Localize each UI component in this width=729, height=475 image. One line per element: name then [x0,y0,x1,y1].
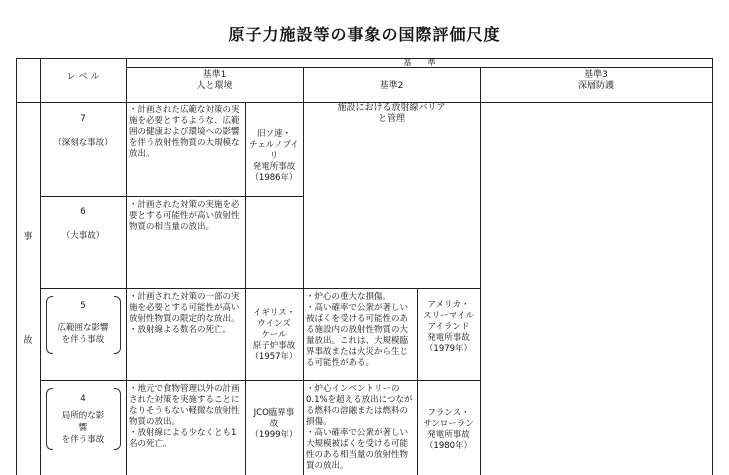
row-divider-6-5 [40,288,480,289]
level-4-criterion-2-example: フランス・ サンローラン 発電所事故 （1980年） [423,408,474,451]
row-divider-7-6 [40,196,303,197]
page-title: 原子力施設等の事象の国際評価尺度 [228,25,501,44]
level-column-divider [126,58,127,475]
level-7-criterion-1-text: ・計画された広範な対策の実施を必要とするような、広範囲の健康および環境への影響を伴う放射性物質の大規模な放出。 [129,105,240,159]
criteria-2-3-divider [480,67,481,475]
level-5-criterion-2-example: アメリカ・ スリーマイル アイランド 発電所事故 （1979年） [423,300,474,354]
table-left-border [16,58,17,475]
level-5-number: 5 [80,301,86,311]
table-right-border [712,58,713,475]
level-4-name: 局所的な影 響 を伴う事故 [61,411,105,445]
level-4-criterion-2-text: ・炉心インベントリーの0.1%を超える放出につながる燃料の溶融または燃料の損傷。 ・高い確率で公衆が著しい大規模被ばくを受ける可能性のある相当量の放射性物質の放出。 [306,384,413,471]
criterion-2-sub: 施設における放射線バリア と管理 [337,103,446,124]
row-divider-5-4 [40,380,480,381]
level-4-number: 4 [80,394,86,404]
criterion-2-name: 基準2 [379,81,404,91]
criteria-header: 基 準 [403,58,436,67]
side-label-ji: 事 [23,232,33,242]
level-5-name: 広範囲な影響 を伴う事故 [57,323,109,345]
level-5-criterion-1-example: イギリス・ ウインズ ケール 原子炉事故 （1957年） [250,308,298,362]
criterion-3-header [480,70,712,92]
criterion-2-header [303,70,480,136]
level-7-number: 7 [80,114,86,124]
level-7-example: 旧ソ連・ チェルノブイリ 発電所事故 （1986年） [249,129,299,183]
level-header: レ ベ ル [66,72,100,82]
criterion-1-sub: 人と環境 [196,81,233,91]
level-5-criterion-2-text: ・炉心の重大な損傷。 ・高い確率で公衆が著しい被ばくを受ける可能性のある施設内の放射性物質の大量放出。これは、大規模臨界事故または火災から生じる可能性がある。 [306,292,409,368]
header-divider [126,67,713,68]
criterion-1-header [126,70,303,92]
criterion-1-name: 基準1 [202,70,227,80]
level-6-name: （大事故） [61,231,105,241]
level-5-criterion-1-text: ・計画された対策の一部の実施を必要とする可能性が高い放射性物質の限定的な放出。 ・放射線よる数名の死亡。 [129,292,240,335]
side-label-ko: 故 [23,336,33,346]
ines-table [16,58,713,475]
criterion-3-name: 基準3 [584,70,608,80]
level-4-criterion-1-example: JCO臨界事 故 （1999年） [250,408,298,440]
criterion-3-sub: 深層防護 [577,81,614,91]
level-7-name: （深刻な事故） [53,138,113,148]
level-6-criterion-1-text: ・計画された対策の実施を必要とする可能性が高い放射性物質の相当量の放出。 [129,200,240,232]
level-4-criterion-1-text: ・地元で食物管理以外の計画された対策を実施することになりそうもない軽微な放射性物質の放出。 ・放射線による少なくとも1名の死亡。 [129,384,240,449]
level-6-number: 6 [80,207,86,217]
